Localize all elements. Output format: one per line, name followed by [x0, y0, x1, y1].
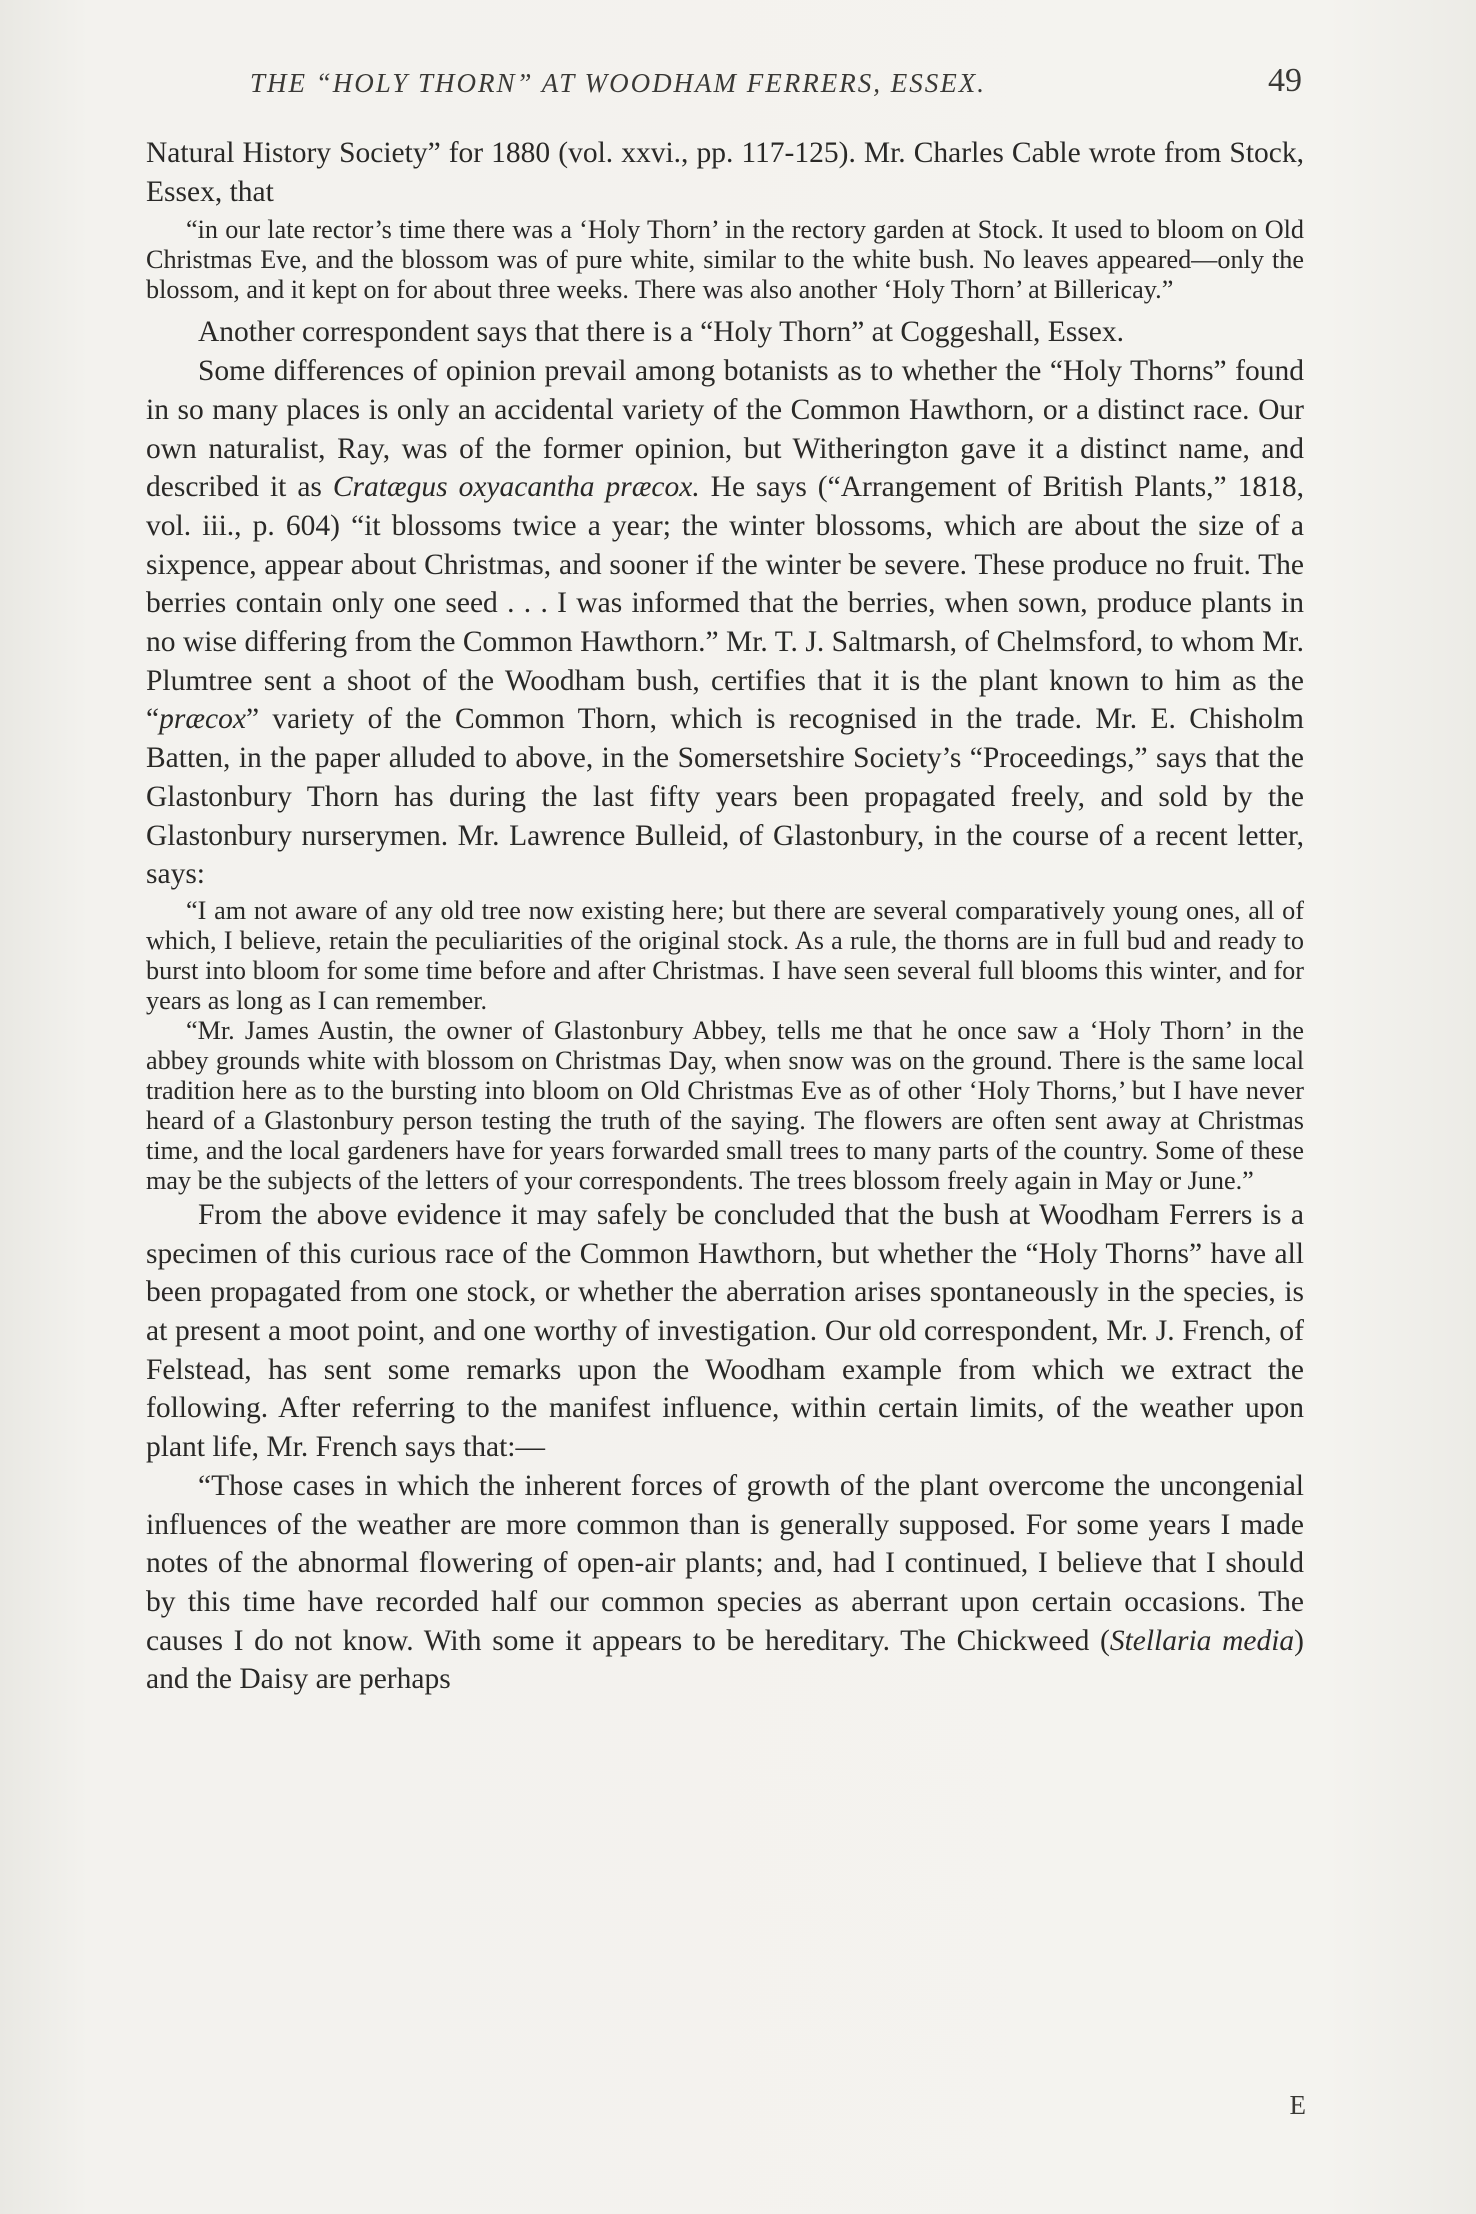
- paragraph-text: He says (“Arrangement of British Plants,” 1818, vol. iii., p. 604) “it blossoms twice a year; the winter blossoms, which are about the size of a sixpence, appear about Christmas, and sooner if the winter be severe. These produce no fruit. The berries contain only one seed . . . I was informed that the berries, when sown, produce plants in no wise differing from the Common Hawthorn.” Mr. T. J. Saltmarsh, of Chelmsford, to whom Mr. Plumtree sent a shoot of the Woodham bush, certifies that it is the plant known to him as the “: [146, 471, 1304, 736]
- paragraph-text: ” variety of the Common Thorn, which is recognised in the trade. Mr. E. Chisholm Batten, in the paper alluded to above, in the Somersetshire Society’s “Proceedings,” says that the Glastonbury Thorn has during the last fifty years been propagated freely, and sold by the Glastonbury nurserymen. Mr. Lawrence Bulleid, of Glastonbury, in the course of a recent letter, says:: [146, 703, 1304, 891]
- paragraph: [146, 1467, 1304, 1699]
- quotation: “in our late rector’s time there was a ‘Holy Thorn’ in the rectory garden at Stock. It used to bloom on Old Christmas Eve, and the blossom was of pure white, similar to the white bush. No leaves appeared—only the blossom, and it kept on for about three weeks. There was also another ‘Holy Thorn’ at Billericay.”: [146, 215, 1304, 305]
- paragraph: Natural History Society” for 1880 (vol. xxvi., pp. 117-125). Mr. Charles Cable wrote from Stock, Essex, that: [146, 137, 1304, 208]
- latin-name: Cratægus oxyacantha præcox.: [332, 471, 700, 504]
- latin-name: præcox: [159, 703, 246, 736]
- page-number: 49: [1268, 62, 1302, 99]
- paragraph-text: “Those cases in which the inherent forces of growth of the plant overcome the uncongenial influences of the weather are more common than is generally supposed. For some years I made notes of the abnormal flowering of open-air plants; and, had I continued, I believe that I should by this time have recorded half our common species as aberrant upon certain occasions. The causes I do not know. With some it appears to be hereditary. The Chickweed (: [146, 1469, 1304, 1657]
- signature-mark: E: [1289, 2090, 1306, 2120]
- body-text: [146, 134, 1304, 1699]
- paragraph-text: ) and the Daisy are perhaps: [146, 1624, 1304, 1696]
- quotation: “I am not aware of any old tree now existing here; but there are several comparatively young ones, all of which, I believe, retain the peculiarities of the original stock. As a rule, the thorns are in full bud and ready to burst into bloom for some time before and after Christmas. I have seen several full blooms this winter, and for years as long as I can remember.: [146, 895, 1304, 1015]
- paragraph: From the above evidence it may safely be concluded that the bush at Woodham Ferrers is a specimen of this curious race of the Common Hawthorn, but whether the “Holy Thorns” have all been propagated from one stock, or whether the aberration arises spontaneously in the species, is at present a moot point, and one worthy of investigation. Our old correspondent, Mr. J. French, of Felstead, has sent some remarks upon the Woodham example from which we extract the following. After referring to the manifest influence, within certain limits, of the weather upon plant life, Mr. French says that:—: [146, 1198, 1304, 1464]
- quotation: “Mr. James Austin, the owner of Glastonbury Abbey, tells me that he once saw a ‘Holy Thorn’ in the abbey grounds white with blossom on Christmas Day, when snow was on the ground. There is the same local tradition here as to the bursting into bloom on Old Christmas Eve as of other ‘Holy Thorns,’ but I have never heard of a Glastonbury person testing the truth of the saying. The flowers are often sent away at Christmas time, and the local gardeners have for years forwarded small trees to many parts of the country. Some of these may be the subjects of the letters of your correspondents. The trees blossom freely again in May or June.”: [146, 1015, 1304, 1195]
- running-head: [148, 62, 1306, 112]
- paragraph-text: Some differences of opinion prevail among botanists as to whether the “Holy Thorns” found in so many places is only an accidental variety of the Common Hawthorn, or a distinct race. Our own naturalist, Ray, was of the former opinion, but Witherington gave it a distinct name, and described it as: [146, 355, 1304, 504]
- running-title: THE “HOLY THORN” AT WOODHAM FERRERS, ESSEX.: [250, 68, 986, 98]
- paragraph: Another correspondent says that there is a “Holy Thorn” at Coggeshall, Essex.: [198, 316, 1125, 349]
- paragraph: [146, 352, 1304, 894]
- latin-name: Stellaria media: [1109, 1624, 1295, 1657]
